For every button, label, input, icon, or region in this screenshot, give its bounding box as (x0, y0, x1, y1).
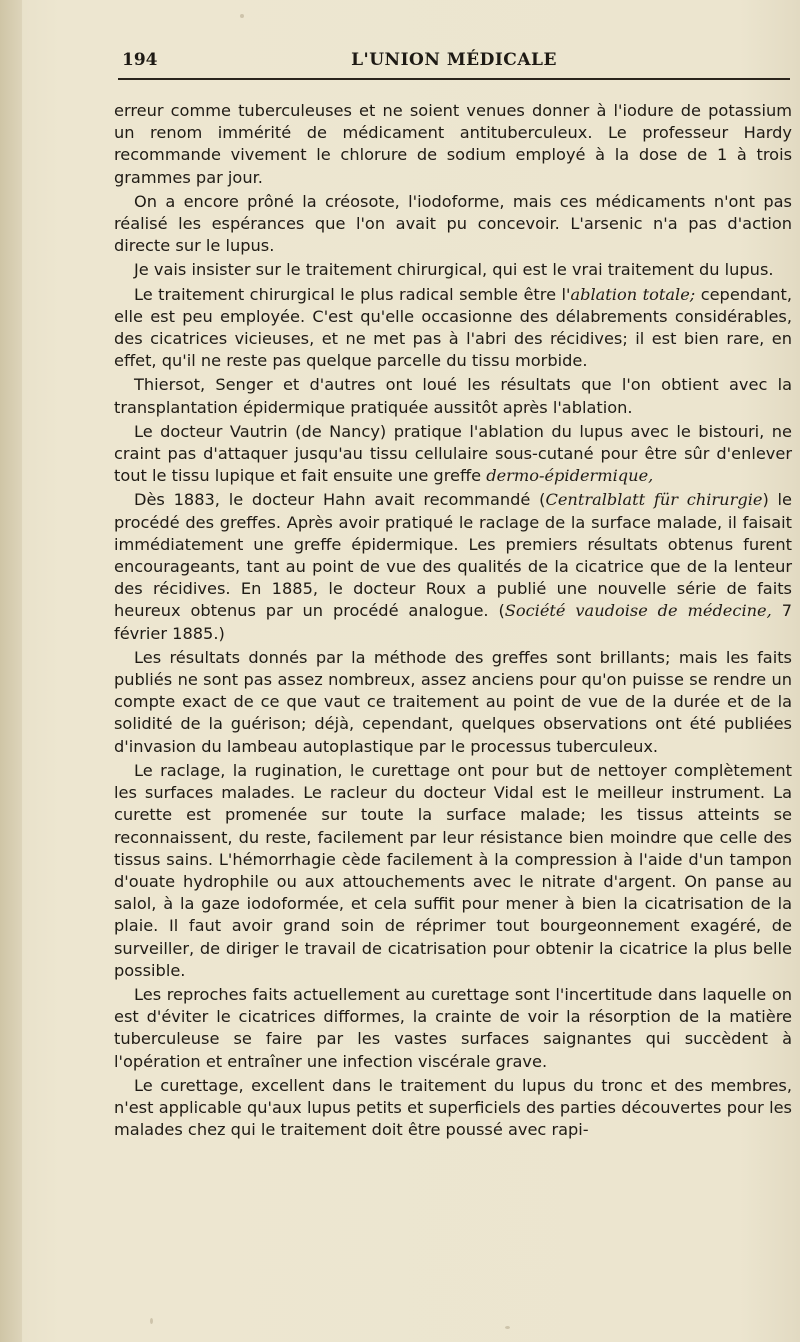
paragraph-text: Le curettage, excellent dans le traitement du lupus du tronc et des membres, n'est applicable qu'aux lupus petits et superficiels des parties découvertes pour les malades chez qui le traitement doit être poussé avec rapi- (114, 1075, 792, 1140)
paragraph-text: Dès 1883, le docteur Hahn avait recommandé ( (134, 490, 546, 510)
paragraph-text: 7 février 1885.) (114, 601, 792, 643)
paragraph-text: Les résultats donnés par la méthode des greffes sont brillants; mais les faits publiés ne sont pas assez nombreux, assez anciens pour qu'on puisse se rendre un compte exact de ce que vaut ce traitement au point de vue de la durée et de la solidité de la guérison; déjà, cependant, quelques observations ont été publiées d'invasion du lambeau autoplastique par le processus tuberculeux. (114, 647, 792, 756)
body-text (114, 100, 792, 1143)
paragraph-text: cependant, elle est peu employée. C'est qu'elle occasionne des délabrements considérables, des cicatrices vicieuses, et ne met pas à l'abri des récidives; il est bien rare, en effet, qu'il ne reste pas quelque parcelle du tissu morbide. (114, 284, 792, 371)
page-binding-edge (0, 0, 22, 1342)
italic-text: Centralblatt für chirurgie (545, 490, 763, 510)
paper-speck (505, 1326, 510, 1329)
italic-text: Société vaudoise de médecine, (504, 601, 772, 621)
paragraph (114, 489, 792, 644)
paragraph-text: Je vais insister sur le traitement chirurgical, qui est le vrai traitement du lupus. (134, 260, 774, 280)
running-head: L'UNION MÉDICALE (351, 50, 557, 70)
paragraph-text: Thiersot, Senger et d'autres ont loué les résultats que l'on obtient avec la transplantation épidermique pratiquée aussitôt après l'ablation. (114, 375, 792, 417)
paragraph-text: ) le procédé des greffes. Après avoir pratiqué le raclage de la surface malade, il faisait immédiatement une greffe épidermique. Les premiers résultats obtenus furent encourageants, tant au point de vue des qualités de la cicatrice que de la lenteur des récidives. En 1885, le docteur Roux a publié une nouvelle série de faits heureux obtenus par un procédé analogue. ( (114, 490, 792, 621)
paragraph (114, 984, 792, 1073)
page-number: 194 (122, 50, 158, 70)
page-header (118, 46, 790, 80)
paragraph (114, 100, 792, 189)
paragraph (114, 284, 792, 373)
paper-speck (240, 14, 244, 18)
italic-text: dermo-épidermique, (486, 466, 654, 486)
paragraph (114, 1075, 792, 1142)
paragraph (114, 191, 792, 258)
paragraph-text: On a encore prôné la créosote, l'iodoforme, mais ces médicaments n'ont pas réalisé les espérances que l'on avait pu concevoir. L'arsenic n'a pas d'action directe sur le lupus. (114, 191, 792, 256)
paragraph (114, 647, 792, 758)
paragraph-text: Le raclage, la rugination, le curettage ont pour but de nettoyer complètement les surfaces malades. Le racleur du docteur Vidal est le meilleur instrument. La curette est promenée sur toute la surface malade; les tissus atteints se reconnaissent, du reste, facilement par leur résistance bien moindre que celle des tissus sains. L'hémorrhagie cède facilement à la compression à l'aide d'un tampon d'ouate hydrophile ou aux attouchements avec le nitrate d'argent. On panse au salol, à la gaze iodoformée, et cela suffit pour mener à bien la cicatrisation de la plaie. Il faut avoir grand soin de réprimer tout bourgeonnement exagéré, de surveiller, de diriger le travail de cicatrisation pour obtenir la cicatrice la plus belle possible. (114, 760, 792, 980)
paragraph-text: erreur comme tuberculeuses et ne soient venues donner à l'iodure de potassium un renom immérité de médicament antituberculeux. Le professeur Hardy recommande vivement le chlorure de sodium employé à la dose de 1 à trois grammes par jour. (114, 101, 792, 187)
paragraph-text: Le traitement chirurgical le plus radical semble être l' (134, 284, 571, 304)
paragraph (114, 760, 792, 982)
paragraph (114, 421, 792, 488)
paragraph-text: Le docteur Vautrin (de Nancy) pratique l'ablation du lupus avec le bistouri, ne craint pas d'attaquer jusqu'au tissu cellulaire sous-cutané pour être sûr d'enlever tout le tissu lupique et fait ensuite une greffe (114, 421, 792, 486)
paper-speck (150, 1318, 153, 1324)
paragraph (114, 259, 792, 281)
paragraph (114, 374, 792, 418)
paragraph-text: Les reproches faits actuellement au curettage sont l'incertitude dans laquelle on est d'éviter le cicatrices difformes, la crainte de voir la résorption de la matière tuberculeuse se faire par les vastes surfaces saignantes qui succèdent à l'opération et entraîner une infection viscérale grave. (114, 984, 792, 1071)
italic-text: ablation totale; (570, 284, 696, 304)
